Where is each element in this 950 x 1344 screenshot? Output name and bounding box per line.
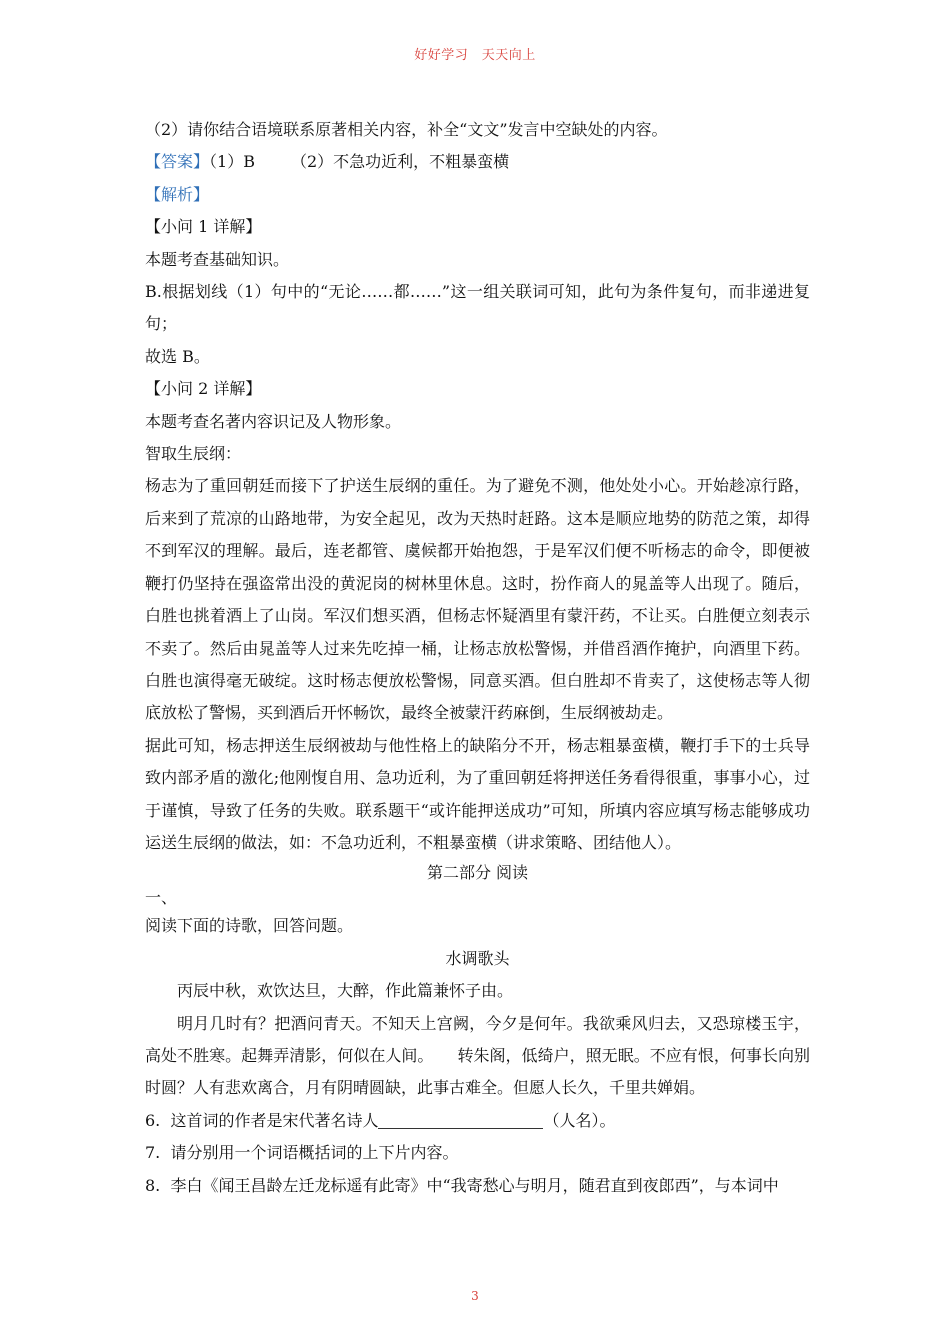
analysis-tag: 【解析】 — [145, 184, 210, 204]
section-number: 一、 — [145, 888, 178, 908]
poem-stanza-1: 明月几时有？把酒问青天。不知天上宫阙，今夕是何年。我欲乘风归去，又恐琼楼玉宇，高处不胜寒。起舞弄清影，何似在人间。 — [145, 1013, 810, 1065]
question-8 — [145, 1170, 810, 1202]
answer-tag: 【答案】 — [145, 152, 210, 172]
poem-title: 水调歌头 — [445, 948, 510, 968]
reading-instruction: 阅读下面的诗歌，回答问题。 — [145, 916, 354, 936]
answer-part1: （1）B — [209, 152, 255, 172]
question-8-number: 8. — [145, 1175, 161, 1195]
poem-body — [145, 1008, 810, 1105]
answer-part2: （2）不急功近利，不粗暴蛮横 — [290, 152, 510, 172]
subquestion-1-line2: B.根据划线（1）句中的“无论……都……”这一组关联词可知，此句为条件复句，而非递进复句； — [145, 282, 810, 334]
question-6-number: 6. — [145, 1110, 161, 1130]
answer-line — [145, 146, 810, 178]
subquestion-1-line1: 本题考查基础知识。 — [145, 249, 290, 269]
question-8-text: 李白《闻王昌龄左迁龙标遥有此寄》中“我寄愁心与明月，随君直到夜郎西”，与本词中 — [170, 1175, 779, 1195]
question-6-text: 这首词的作者是宋代著名诗人 — [170, 1110, 379, 1130]
poem-stanza-2: 转朱阁，低绮户，照无眠。不应有恨，何事长向别时圆？人有悲欢离合，月有阴晴圆缺，此事古难全。但愿人长久，千里共婵娟。 — [145, 1045, 810, 1098]
question-6 — [145, 1105, 810, 1137]
answer-blank[interactable] — [378, 1110, 543, 1129]
question-7-text: 请分别用一个词语概括词的上下片内容。 — [170, 1143, 459, 1163]
question-7-number: 7. — [145, 1143, 161, 1163]
subquestion-2-line1: 本题考查名著内容识记及人物形象。 — [145, 411, 402, 431]
subquestion-2-heading: 【小问 2 详解】 — [145, 379, 262, 399]
question-7 — [145, 1137, 810, 1169]
subquestion-2-summary: 杨志为了重回朝廷而接下了护送生辰纲的重任。为了避免不测，他处处小心。开始趁凉行路，后来到了荒凉的山路地带，为安全起见，改为天热时赶路。这本是顺应地势的防范之策，却得不到军汉的理解。最后，连老都管、虞候都开始抱怨，于是军汉们便不听杨志的命令，即便被鞭打仍坚持在强盗常出没的黄泥岗的树林里休息。这时，扮作商人的晁盖等人出现了。随后，白胜也挑着酒上了山岗。军汉们想买酒，但杨志怀疑酒里有蒙汗药，不让买。白胜便立刻表示不卖了。然后由晁盖等人过来先吃掉一桶，让杨志放松警惕，并借舀酒作掩护，向酒里下药。白胜也演得毫无破绽。这时杨志便放松警惕，同意买酒。但白胜却不肯卖了，这使杨志等人彻底放松了警惕，买到酒后开怀畅饮，最终全被蒙汗药麻倒，生辰纲被劫走。 — [145, 476, 810, 723]
poem-preface: 丙辰中秋，欢饮达旦，大醉，作此篇兼怀子由。 — [177, 981, 514, 1001]
subquestion-2-line2: 智取生辰纲： — [145, 444, 242, 464]
question-6-suffix: （人名）。 — [543, 1110, 616, 1130]
subquestion-1-heading: 【小问 1 详解】 — [145, 217, 262, 237]
question-5-sub2: （2）请你结合语境联系原著相关内容，补全“文文”发言中空缺处的内容。 — [145, 120, 668, 139]
subquestion-1-line3: 故选 B。 — [145, 346, 210, 366]
subquestion-2-conclusion: 据此可知，杨志押送生辰纲被劫与他性格上的缺陷分不开，杨志粗暴蛮横，鞭打手下的士兵导致内部矛盾的激化;他刚愎自用、急功近利，为了重回朝廷将押送任务看得很重，事事小心，过于谨慎，导致了任务的失败。联系题干“或许能押送成功”可知，所填内容应填写杨志能够成功运送生辰纲的做法，如：不急功近利，不粗暴蛮横（讲求策略、团结他人）。 — [145, 735, 810, 852]
page-number: 3 — [471, 1289, 479, 1303]
part-2-title: 第二部分 阅读 — [426, 863, 529, 883]
page-header-slogan: 好好学习 天天向上 — [414, 48, 536, 63]
document-body — [145, 114, 810, 1202]
